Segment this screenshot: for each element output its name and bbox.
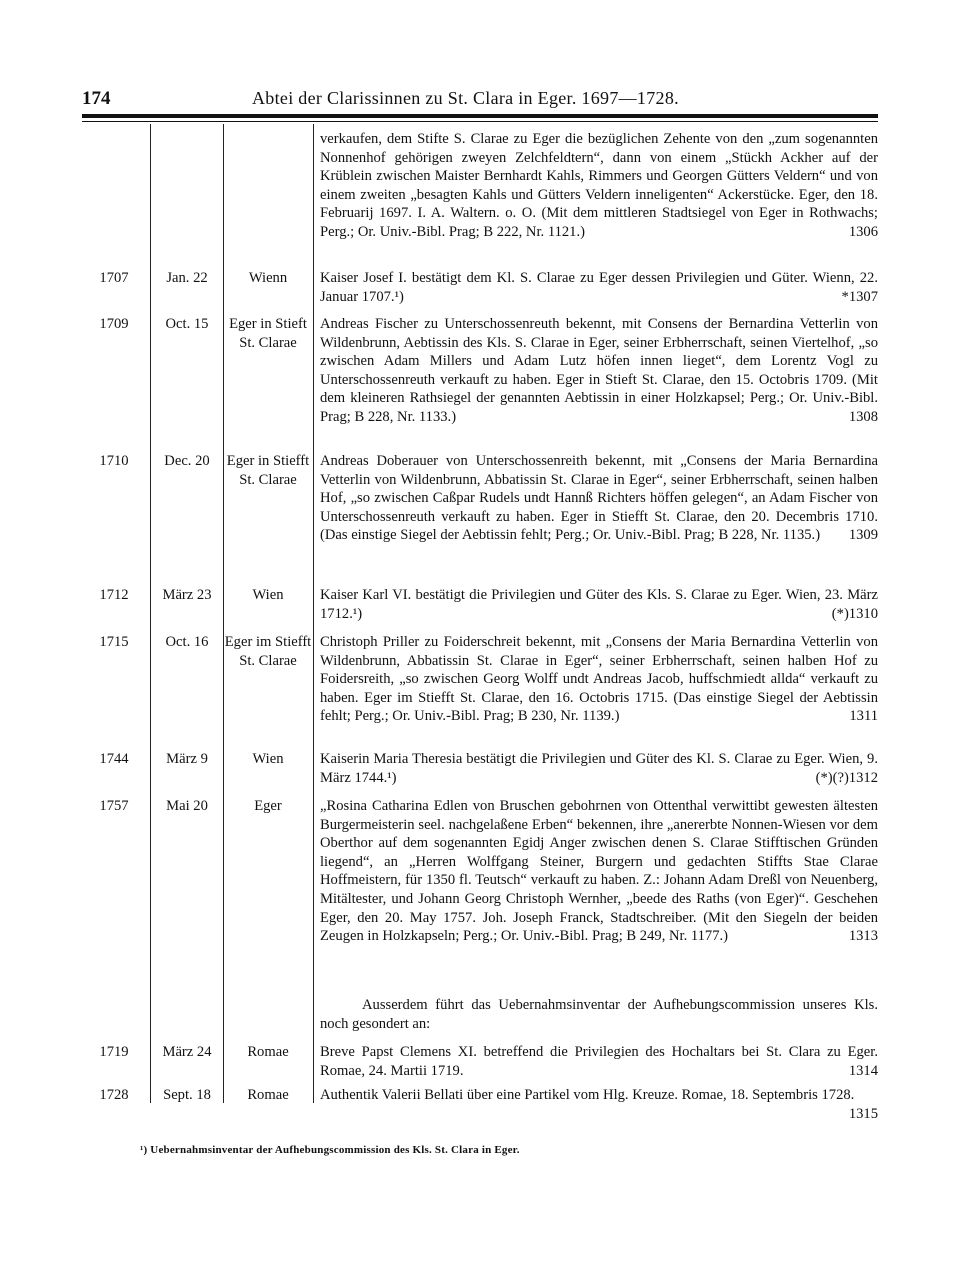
entry-date: März 9: [166, 751, 208, 767]
entry-date: Oct. 16: [165, 634, 209, 650]
entry-text: [320, 269, 878, 306]
entry-text: [320, 1043, 878, 1080]
entry-regest: Andreas Fischer zu Unterschossenreuth bekennt, mit Consens der Bernardina Vetterlin von Wildenbrunn, Aebtissin des Kls. S. Clarae in Eger, seiner Erbherrschaft, seinen Viertelhof, „so zwischen Adam Millers und Adam Lutz höfen innen lieget“, dem Lorentz Vogl zu Unterschossenreuth verkauft zu haben. Eger in Stieft St. Clarae, den 15. Octobris 1709. (Mit dem kleineren Rathsiegel der genannten Aebtissin in einer Holzkapsel; Perg.; Or. Univ.-Bibl. Prag; B 228, Nr. 1133.): [320, 316, 878, 425]
entry-number: 1313: [848, 928, 878, 945]
entry-date: Jan. 22: [166, 270, 208, 286]
entry-regest: Kaiserin Maria Theresia bestätigt die Privilegien und Güter des Kl. S. Clarae zu Eger. Wien, 9. März 1744.¹): [320, 751, 878, 786]
entry-date: März 24: [162, 1044, 212, 1060]
running-title: Abtei der Clarissinnen zu St. Clara in Eger. 1697—1728.: [252, 88, 679, 108]
entry-year: 1707: [99, 270, 129, 286]
header-rule-thin: [82, 121, 878, 122]
entry-year: 1757: [99, 798, 129, 814]
entry-regest: Breve Papst Clemens XI. betreffend die Privilegien des Hochaltars bei St. Clara zu Eger. Romae, 24. Martii 1719.: [320, 1044, 878, 1079]
entry-year: 1712: [99, 587, 129, 603]
entry-place: Eger im Stiefft St. Clarae: [224, 634, 312, 669]
entry-regest: Kaiser Karl VI. bestätigt die Privilegien und Güter des Kls. S. Clarae zu Eger. Wien, 23. März 1712.¹): [320, 587, 878, 622]
page-header: [82, 88, 878, 112]
column-divider-place: [313, 124, 314, 1103]
entry-year: 1715: [99, 634, 129, 650]
entry-date: März 23: [162, 587, 212, 603]
entry-regest: „Rosina Catharina Edlen von Bruschen gebohrnen von Ottenthal verwittibt gewesten ältesten Burgermeisterin seel. nachgelaßene Erben“ bekennen, ihre „anererbte Nonnen-Wiesen vor dem Oberthor auf dem sogenannten Egidj Anger zwischen denen S. Clarae Stifftischen Gründen liegend“, an „Herren Wolffgang Steiner, Burgern und gedachten Stiffts Stae Clarae Hoffmeistern, für 1350 fl. Teutsch“ verkauft zu haben. Z.: Johann Adam Dreßl von Neuenberg, Mitältester, und Johann Georg Christoph Wernher, „beede des Raths (von Eger)“. Geschehen Eger, den 20. May 1757. Joh. Joseph Franck, Stadtschreiber. (Mit den Siegeln der beiden Zeugen in Holzkapseln; Perg.; Or. Univ.-Bibl. Prag; B 249, Nr. 1177.): [320, 798, 878, 945]
entry-number: 1306: [848, 223, 878, 240]
entry-place: Wien: [252, 751, 284, 767]
entry-place: Romae: [247, 1087, 289, 1103]
entry-regest: Christoph Priller zu Foiderschreit bekennt, mit „Consens der Maria Bernardina Vetterlin von Wildenbrunn, Abbatissin St. Clarae in Eger“, seiner Erbherrschaft, seinen halben Hof zu Foidersreith, „so zwischen Georg Wolff undt Andreas Jacob, huffschmiedt allda“ verkauft zu haben. Eger im Stiefft St. Clarae, den 16. Octobris 1715. (Das einstige Siegel der Aebtissin fehlt; Perg.; Or. Univ.-Bibl. Prag; B 230, Nr. 1139.): [320, 634, 878, 725]
entry-number: 1311: [849, 708, 878, 725]
entry-number: 1309: [848, 527, 878, 544]
entry-number: *1307: [841, 288, 878, 305]
entry-number: 1315: [848, 1105, 878, 1122]
entry-place: Wien: [252, 587, 284, 603]
entry-text: [320, 750, 878, 787]
entry-year: 1719: [99, 1044, 129, 1060]
entry-place: Eger: [254, 798, 282, 814]
entry-text: [320, 633, 878, 726]
entry-year: 1709: [99, 316, 129, 332]
entry-number: 1308: [848, 408, 878, 425]
entry-place: Eger in Stieft St. Clarae: [229, 316, 307, 351]
entry-date: Sept. 18: [163, 1087, 211, 1103]
entry-regest: verkaufen, dem Stifte S. Clarae zu Eger die bezüglichen Zehente von den „zum sogenannten Nonnenhof gehörigen zweyen Zelchfeldtern“, dann von einem „Stückh Ackher auf der Krüblein zwischen Maister Bernhardt Kahls, Rimmers und Georgen Gütters Veldern“ und von einem zweiten „besagten Kahls und Gütters Veldern inneligenten“ Ackerstücke. Eger, den 18. Februarij 1697. I. A. Waltern. o. O. (Mit dem mittleren Stadtsiegel von Eger in Rothwachs; Perg.; Or. Univ.-Bibl. Prag; B 222, Nr. 1121.): [320, 131, 878, 240]
entry-regest: Kaiser Josef I. bestätigt dem Kl. S. Clarae zu Eger dessen Privilegien und Güter. Wienn, 22. Januar 1707.¹): [320, 270, 878, 305]
entry-text: [320, 586, 878, 623]
extra-note: Ausserdem führt das Uebernahmsinventar der Aufhebungscommission unseres Kls. noch gesondert an:: [320, 997, 878, 1032]
entry-year: 1710: [99, 453, 129, 469]
entry-number: (*)1310: [831, 605, 878, 622]
footnote: ¹) Uebernahmsinventar der Aufhebungscommission des Kls. St. Clara in Eger.: [140, 1144, 520, 1156]
entry-regest: Andreas Doberauer von Unterschossenreith bekennt, mit „Consens der Maria Bernardina Vetterlin von Wildenbrunn, Abbatissin St. Clarae in Eger“, seiner Erbherrschaft, seinen halben Hof, „so zwischen Caßpar Rudels undt Hannß Richters höffen gelegen“, an Adam Fischer von Unterschossenreuth verkauft zu haben. Eger in Stiefft St. Clarae, den 20. Decembris 1710. (Das einstige Siegel der Aebtissin fehlt; Perg.; Or. Univ.-Bibl. Prag; B 228, Nr. 1135.): [320, 453, 878, 544]
entry-text: [320, 130, 878, 242]
entry-number: 1314: [848, 1062, 878, 1079]
entry-place: Wienn: [248, 270, 288, 286]
entry-date: Oct. 15: [165, 316, 209, 332]
entry-year: 1744: [99, 751, 129, 767]
entry-year: 1728: [99, 1087, 129, 1103]
page-number: 174: [82, 88, 111, 109]
entry-number: (*)(?)1312: [815, 769, 878, 786]
entry-place: Eger in Stiefft St. Clarae: [226, 453, 310, 488]
entry-date: Dec. 20: [164, 453, 210, 469]
entry-text: [320, 315, 878, 427]
entry-date: Mai 20: [166, 798, 208, 814]
header-rule-thick: [82, 114, 878, 118]
entry-regest: Authentik Valerii Bellati über eine Partikel vom Hlg. Kreuze. Romae, 18. Septembris 1728.: [320, 1087, 855, 1103]
entry-place: Romae: [247, 1044, 289, 1060]
entry-text: [320, 797, 878, 946]
entry-text: [320, 1086, 878, 1123]
entry-text: [320, 452, 878, 545]
